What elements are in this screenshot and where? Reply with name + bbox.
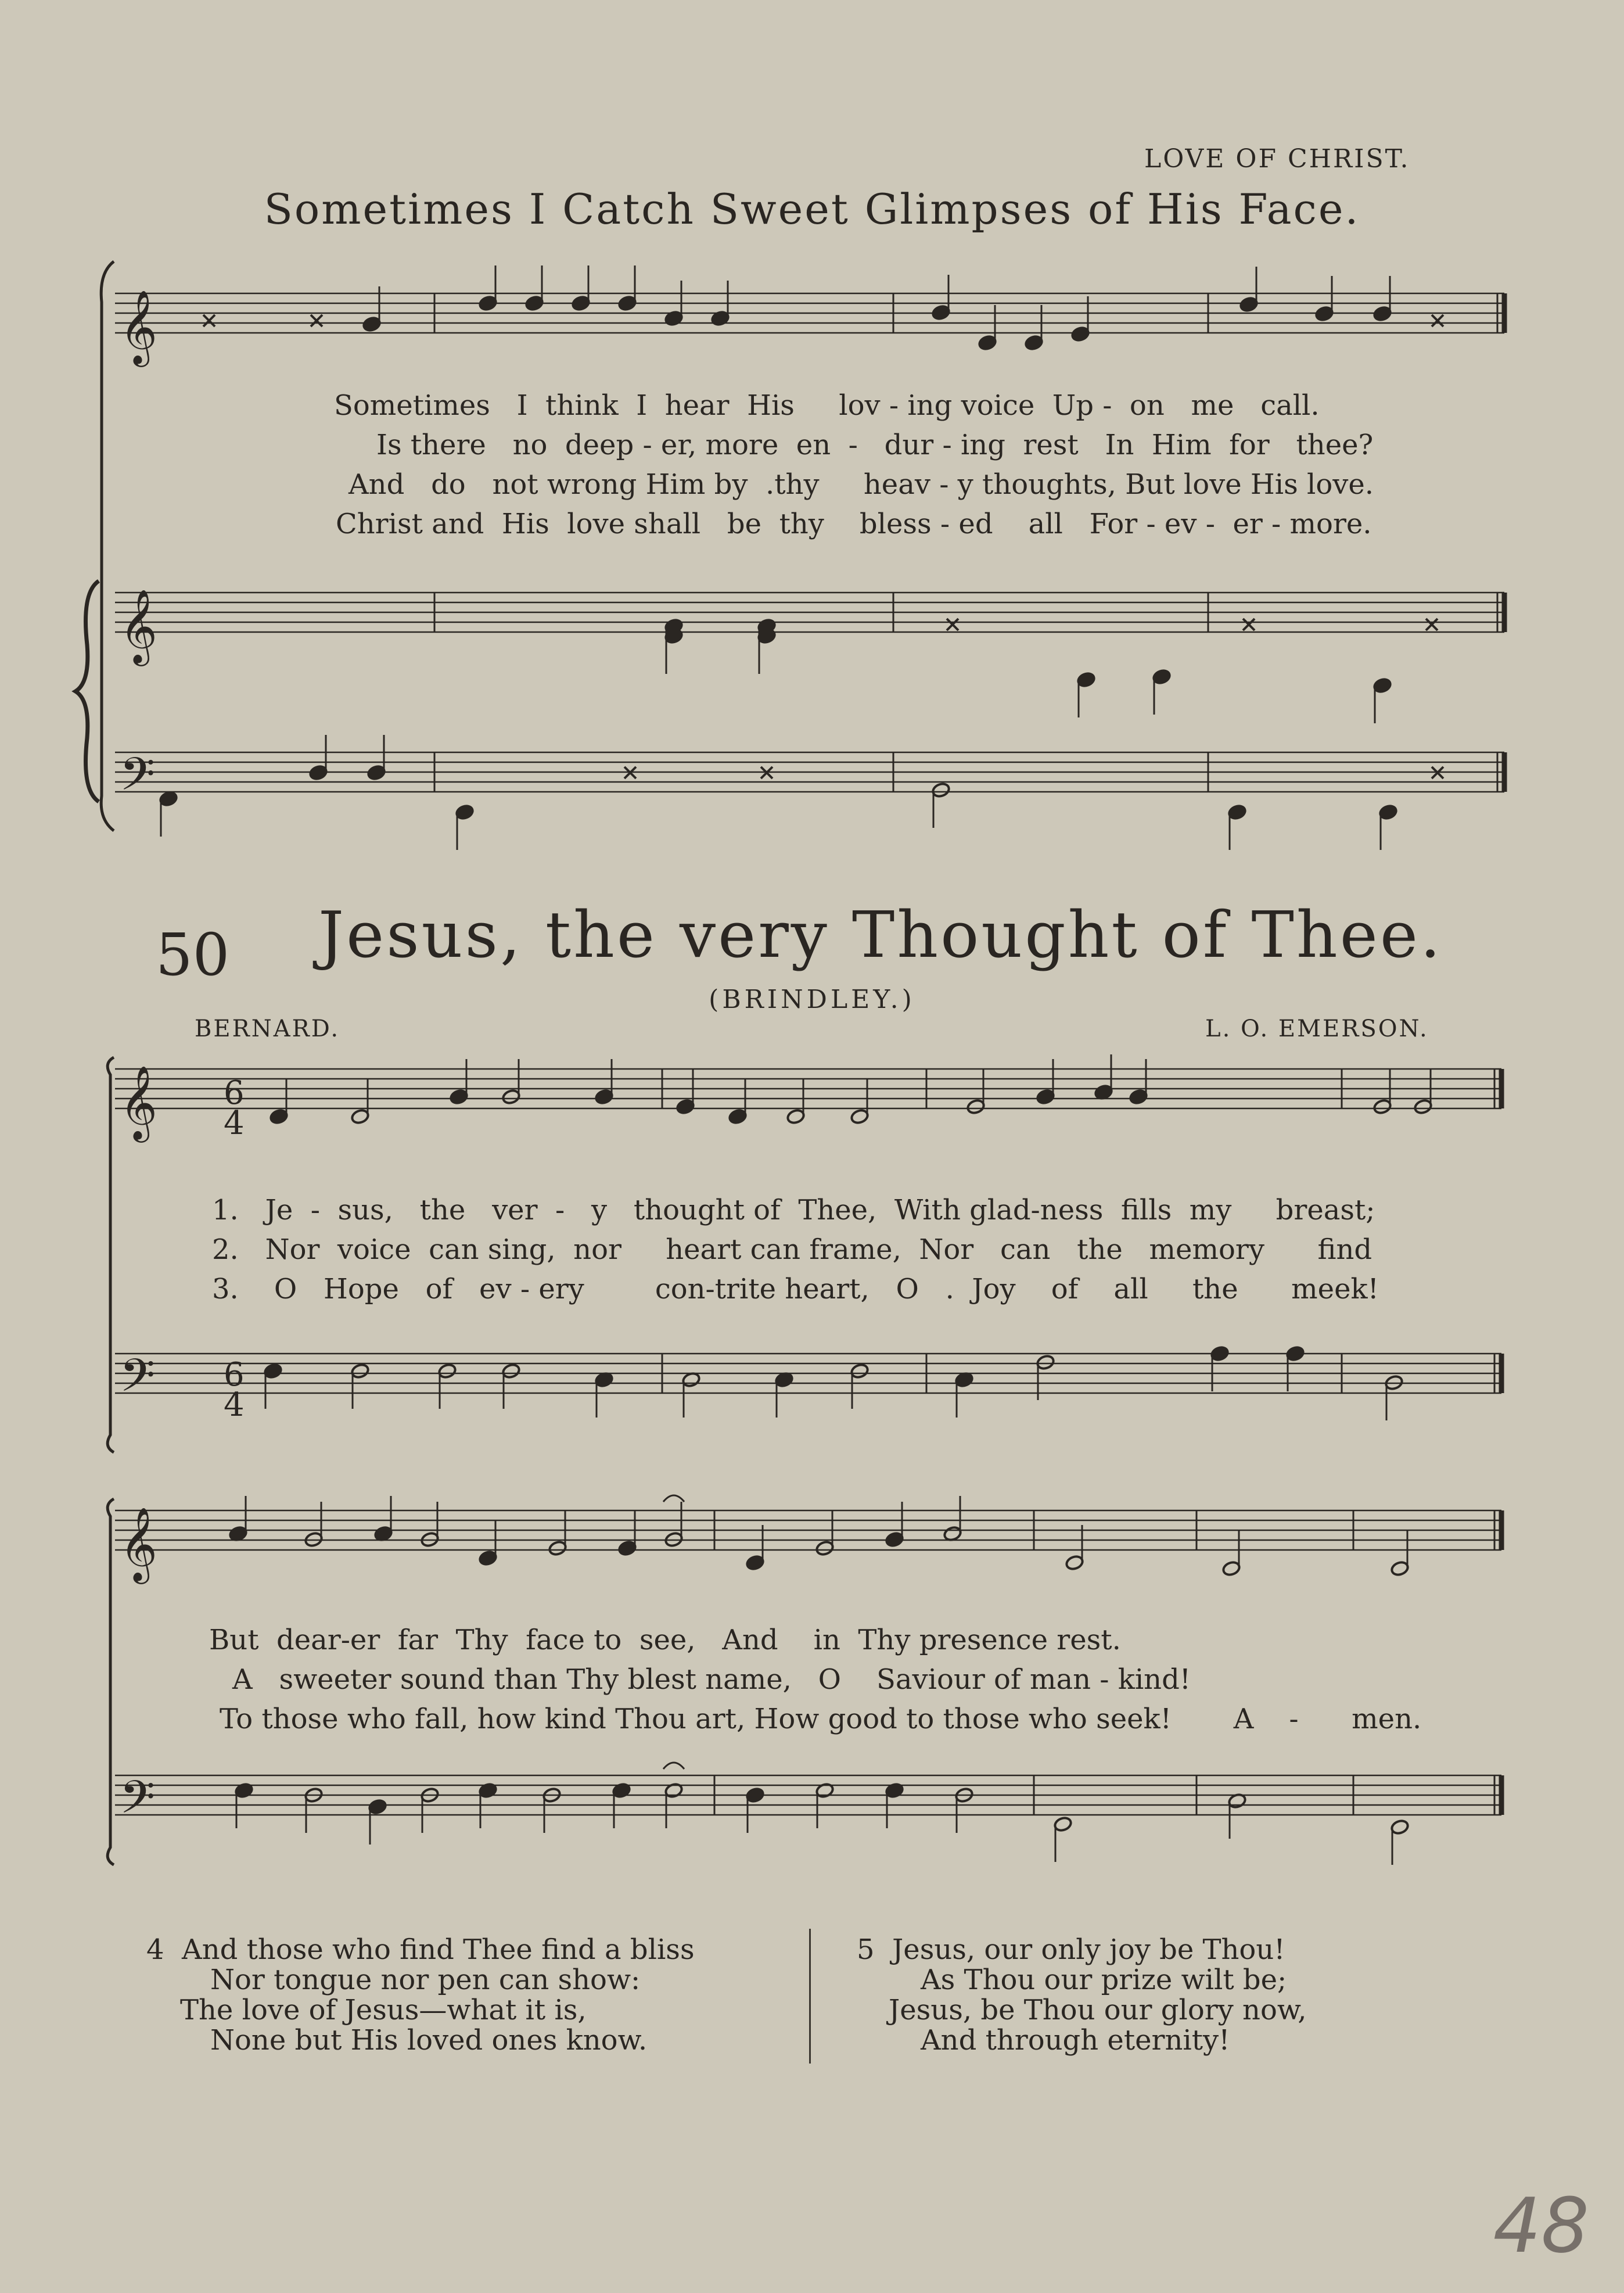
stanza-4-line-2: Nor tongue nor pen can show: — [210, 1964, 641, 1996]
rest-icon — [947, 619, 958, 630]
treble-clef-icon: 𝄞 — [120, 289, 158, 364]
tune-name: (BRINDLEY.) — [709, 985, 915, 1014]
hymn-number: 50 — [156, 921, 230, 989]
stanza-5 — [857, 1935, 1307, 2055]
verse-2-line-2: A sweeter sound than Thy blest name, O Saviour of man - kind! — [232, 1663, 1191, 1696]
hymn-top-lyric-line-3: And do not wrong Him by .thy heav - y thoughts, But love His love. — [348, 468, 1374, 501]
treble-clef-icon: 𝄞 — [120, 588, 158, 663]
rest-icon — [1243, 619, 1255, 630]
author-credit: BERNARD. — [195, 1015, 340, 1042]
verse-1-line-2: But dear-er far Thy face to see, And in Thy presence rest. — [209, 1624, 1121, 1656]
stanza-5-line-1: 5 Jesus, our only joy be Thou! — [857, 1933, 1285, 1966]
time-signature: 6 — [224, 1356, 245, 1394]
stanza-5-line-4: And through eternity! — [921, 2024, 1230, 2057]
verse-2-line-1: 2. Nor voice can sing, nor heart can frame, Nor can the memory find — [212, 1233, 1373, 1266]
stanza-4-line-4: None but His loved ones know. — [210, 2024, 648, 2057]
rest-icon — [203, 315, 215, 326]
rest-icon — [1426, 619, 1438, 630]
hymn-title: Jesus, the very Thought of Thee. — [318, 898, 1443, 972]
time-signature: 4 — [224, 1386, 245, 1424]
section-label: LOVE OF CHRIST. — [1144, 144, 1410, 174]
bass-clef-icon: 𝄢 — [120, 1771, 156, 1835]
system-bracket — [107, 1499, 114, 1865]
time-signature: 4 — [224, 1104, 245, 1142]
stanza-4-line-3: The love of Jesus—what it is, — [180, 1994, 587, 2026]
bass-clef-icon: 𝄢 — [120, 1350, 156, 1413]
stanza-4 — [146, 1935, 695, 2055]
stanza-divider — [809, 1929, 811, 2064]
hymn-top-title: Sometimes I Catch Sweet Glimpses of His Face. — [264, 185, 1360, 234]
stanza-5-line-2: As Thou our prize wilt be; — [921, 1964, 1287, 1996]
page-number: 48 — [1493, 2181, 1589, 2270]
hymn-top-lyric-line-4: Christ and His love shall be thy bless - ed all For - ev - er - more. — [336, 508, 1372, 540]
hymn-top-lyric-line-1: Sometimes I think I hear His lov - ing voice Up - on me call. — [334, 389, 1320, 422]
stanza-4-line-1: 4 And those who find Thee find a bliss — [146, 1933, 695, 1966]
rest-icon — [1432, 315, 1443, 326]
system-bracket — [101, 261, 114, 831]
brace-icon — [76, 581, 99, 802]
composer-credit: L. O. EMERSON. — [1205, 1015, 1429, 1042]
stanza-5-line-3: Jesus, be Thou our glory now, — [889, 1994, 1307, 2026]
verse-1-line-1: 1. Je - sus, the ver - y thought of Thee, With glad-ness fills my breast; — [212, 1194, 1375, 1226]
verse-3-line-1: 3. O Hope of ev - ery con-trite heart, O . Joy of all the meek! — [212, 1273, 1379, 1305]
time-signature: 6 — [224, 1074, 245, 1112]
system-bracket — [107, 1057, 114, 1452]
treble-clef-icon: 𝄞 — [120, 1065, 158, 1139]
hymn-top-lyric-line-2: Is there no deep - er, more en - dur - ing rest In Him for thee? — [376, 429, 1374, 461]
bass-clef-icon: 𝄢 — [120, 748, 156, 812]
treble-clef-icon: 𝄞 — [120, 1506, 158, 1581]
fermata-icon — [663, 1495, 684, 1502]
rest-icon — [311, 315, 322, 326]
verse-3-line-2: To those who fall, how kind Thou art, How good to those who seek! A - men. — [220, 1703, 1422, 1735]
fermata-icon — [663, 1763, 684, 1769]
